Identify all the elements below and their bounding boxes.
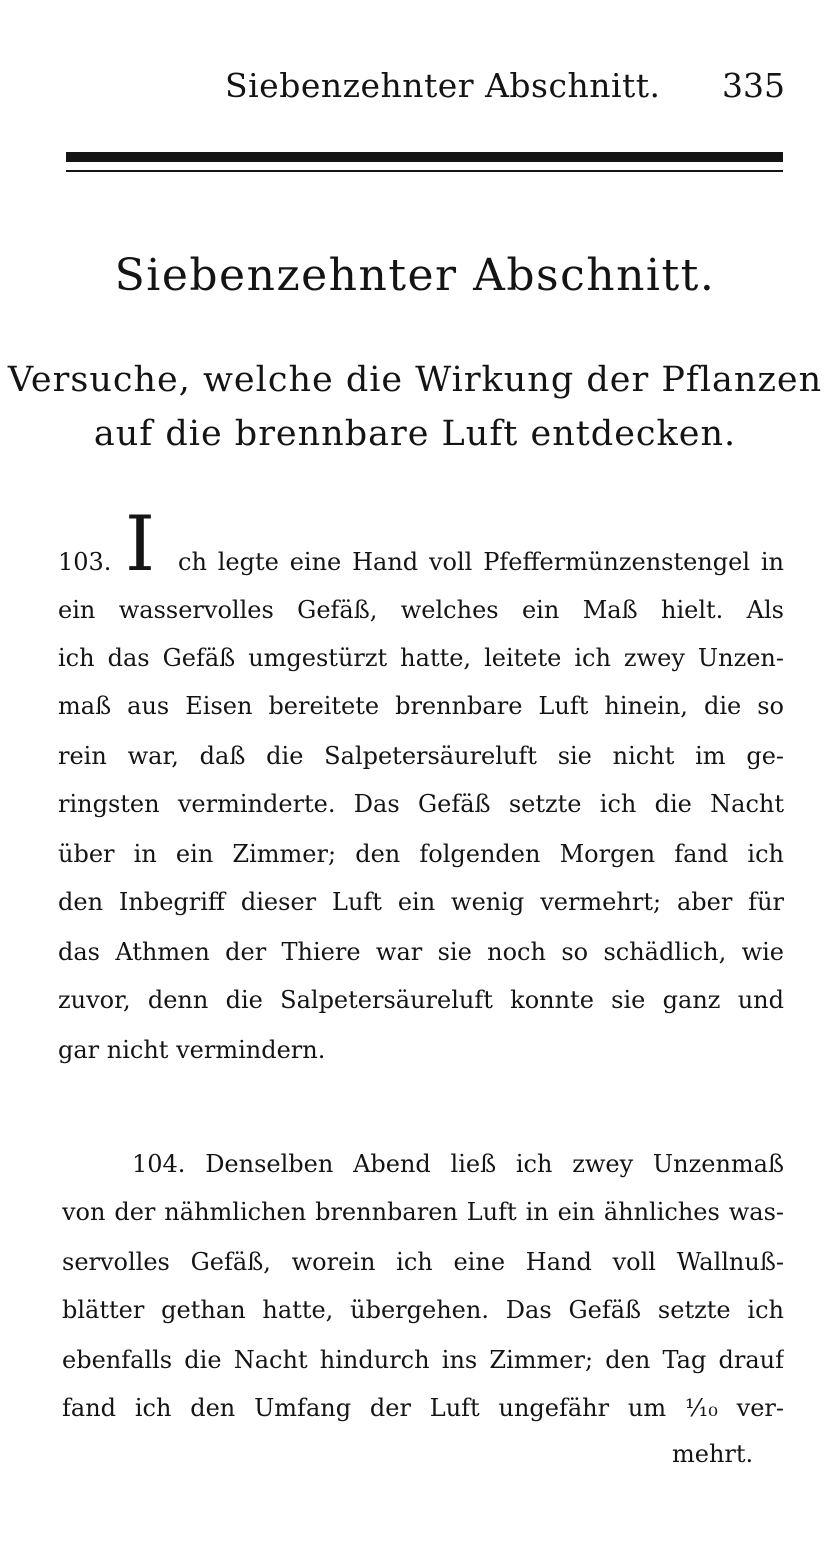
- text-line: blätter gethan hatte, übergehen. Das Gefäß setzte ich: [62, 1296, 784, 1324]
- text-line: ich das Gefäß umgestürzt hatte, leitete ich zwey Unzen-: [58, 644, 784, 672]
- catchword: mehrt.: [672, 1440, 754, 1468]
- text-line: gar nicht vermindern.: [58, 1036, 326, 1064]
- text-line: ein wasservolles Gefäß, welches ein Maß hielt. Als: [58, 596, 784, 624]
- text-line: ch legte eine Hand voll Pfeffermünzenstengel in: [178, 548, 784, 576]
- text-line: den Inbegriff dieser Luft ein wenig vermehrt; aber für: [58, 888, 784, 916]
- text-line: über in ein Zimmer; den folgenden Morgen fand ich: [58, 840, 784, 868]
- text-line: fand ich den Umfang der Luft ungefähr um ¹⁄₁₀ ver-: [62, 1394, 784, 1422]
- paragraph-number: 103.: [58, 548, 112, 576]
- chapter-subtitle-line-1: Versuche, welche die Wirkung der Pflanzen: [7, 360, 823, 400]
- text-line: rein war, daß die Salpetersäureluft sie nicht im ge-: [58, 742, 784, 770]
- chapter-title: Siebenzehnter Abschnitt.: [114, 250, 716, 301]
- text-line: maß aus Eisen bereitete brennbare Luft hinein, die so: [58, 692, 784, 720]
- header-rule-thick: [66, 152, 783, 162]
- drop-initial: I: [125, 499, 156, 588]
- header-rule-thin: [66, 170, 783, 172]
- text-line: ringsten verminderte. Das Gefäß setzte ich die Nacht: [58, 790, 784, 818]
- text-line: zuvor, denn die Salpetersäureluft konnte sie ganz und: [58, 986, 784, 1014]
- text-line: das Athmen der Thiere war sie noch so schädlich, wie: [58, 938, 784, 966]
- page-number: 335: [722, 66, 785, 105]
- chapter-subtitle-line-2: auf die brennbare Luft entdecken.: [93, 414, 737, 454]
- text-line: ebenfalls die Nacht hindurch ins Zimmer; den Tag drauf: [62, 1346, 784, 1374]
- text-line: 104. Denselben Abend ließ ich zwey Unzenmaß: [132, 1150, 784, 1178]
- text-line: von der nähmlichen brennbaren Luft in ein ähnliches was-: [62, 1198, 784, 1226]
- text-line: servolles Gefäß, worein ich eine Hand voll Wallnuß-: [62, 1248, 784, 1276]
- running-title: Siebenzehnter Abschnitt.: [225, 66, 661, 105]
